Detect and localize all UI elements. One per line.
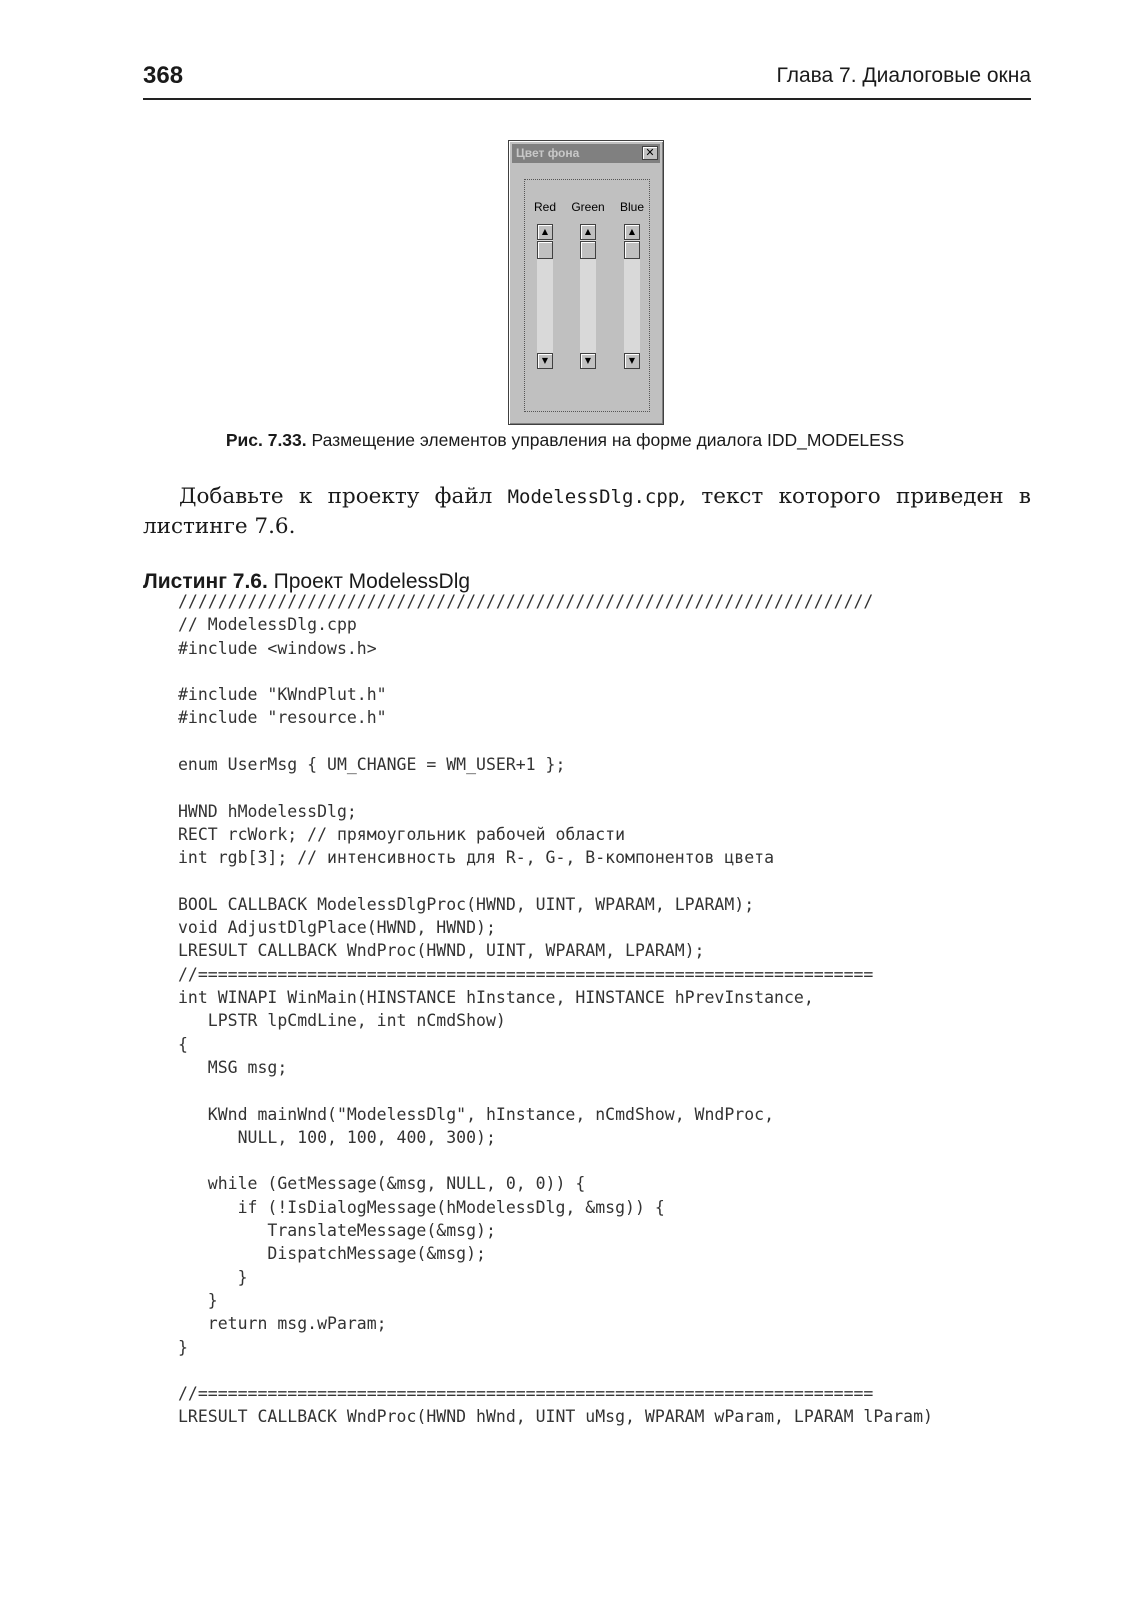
figure-caption (0, 430, 1130, 451)
dialog-titlebar (512, 144, 660, 163)
paragraph-text-after: , текст которого приведен в листинге 7.6. (143, 484, 1031, 539)
blue-scroll-down-button[interactable] (624, 353, 640, 369)
listing-number: Листинг 7.6. (143, 570, 268, 593)
arrow-up-icon: ▲ (628, 227, 636, 236)
blue-scroll-thumb[interactable] (624, 241, 640, 259)
blue-scroll-up-button[interactable] (624, 224, 640, 240)
arrow-up-icon: ▲ (541, 227, 549, 236)
arrow-up-icon: ▲ (584, 227, 592, 236)
code-listing: ////////////////////////////////////////////////////////////////////// // ModelessDlg.cpp #include <windows.h> #include "KWndPlut.h" #include "resource.h" enum UserMsg { UM_CHANGE = WM_USER+1 }; HWND hModelessDlg; RECT rcWork; // прямоугольник рабочей области int rgb[3]; // интенсивность для R-, G-, B-компонентов цвета BOOL CALLBACK ModelessDlgProc(HWND, UINT, WPARAM, LPARAM); void AdjustDlgPlace(HWND, HWND); LRESULT CALLBACK WndProc(HWND, UINT, WPARAM, LPARAM); //==================================================================== int WINAPI WinMain(HINSTANCE hInstance, HINSTANCE hPrevInstance, LPSTR lpCmdLine, int nCmdShow) { MSG msg; KWnd mainWnd("ModelessDlg", hInstance, nCmdShow, WndProc, NULL, 100, 100, 400, 300); while (GetMessage(&msg, NULL, 0, 0)) { if (!IsDialogMessage(hModelessDlg, &msg)) { TranslateMessage(&msg); DispatchMessage(&msg); } } return msg.wParam; } //==================================================================== LRESULT CALLBACK WndProc(HWND hWnd, UINT uMsg, WPARAM wParam, LPARAM lParam) (178, 592, 933, 1427)
arrow-down-icon: ▼ (584, 356, 592, 365)
close-button[interactable] (642, 146, 658, 160)
chapter-title: Глава 7. Диалоговые окна (776, 64, 1031, 87)
green-scrollbar[interactable] (580, 224, 596, 369)
figure-number: Рис. 7.33. (225, 430, 307, 450)
arrow-down-icon: ▼ (541, 356, 549, 365)
green-scroll-thumb[interactable] (580, 241, 596, 259)
group-box (524, 179, 650, 412)
paragraph-text-before: Добавьте к проекту файл (179, 484, 508, 509)
blue-scrollbar[interactable] (624, 224, 640, 369)
red-label: Red (533, 200, 556, 214)
close-icon: ✕ (645, 146, 655, 159)
dialog-window (508, 140, 664, 425)
figure-caption-text: Размещение элементов управления на форме диалога IDD_MODELESS (306, 430, 905, 450)
arrow-down-icon: ▼ (628, 356, 636, 365)
red-scrollbar[interactable] (537, 224, 553, 369)
red-scroll-down-button[interactable] (537, 353, 553, 369)
red-scroll-thumb[interactable] (537, 241, 553, 259)
green-label: Green (571, 200, 605, 214)
page-number: 368 (143, 62, 184, 89)
body-paragraph (143, 482, 1031, 542)
green-scroll-up-button[interactable] (580, 224, 596, 240)
paragraph-filename: ModelessDlg.cpp (507, 486, 680, 508)
green-scroll-down-button[interactable] (580, 353, 596, 369)
listing-title: Проект ModelessDlg (267, 570, 471, 593)
dialog-title: Цвет фона (516, 146, 580, 160)
red-scroll-up-button[interactable] (537, 224, 553, 240)
blue-label: Blue (619, 200, 645, 214)
page-header (143, 60, 1031, 100)
